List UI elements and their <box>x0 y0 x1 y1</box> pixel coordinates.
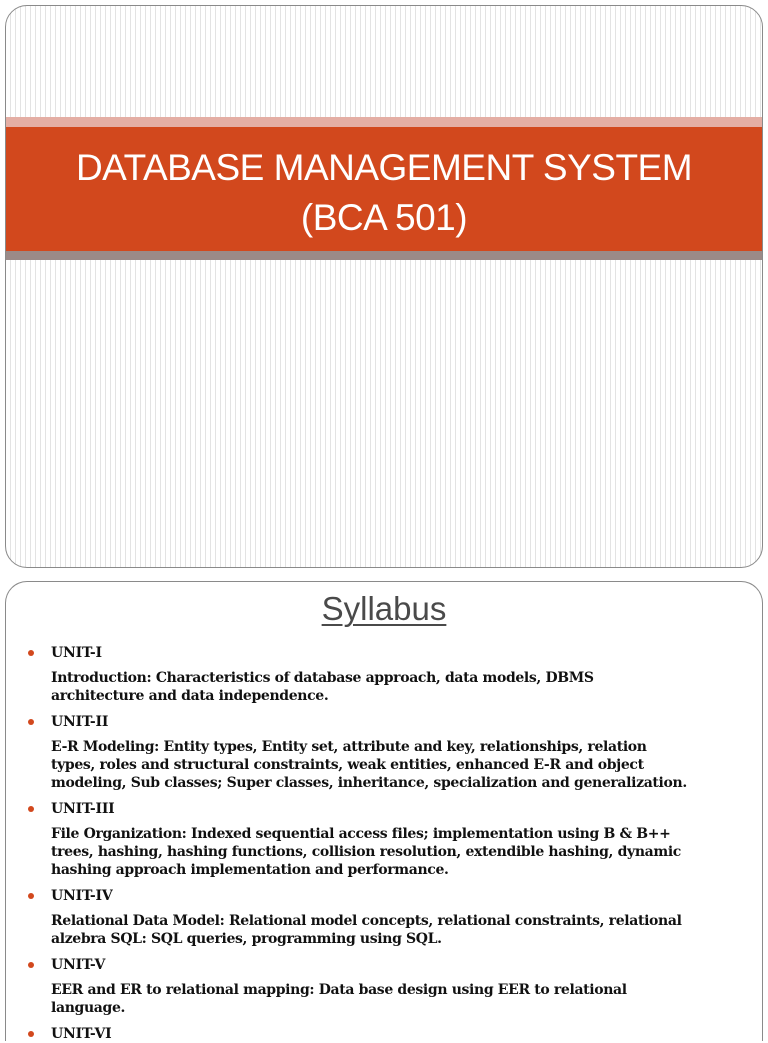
unit-description-line: architecture and data independence. <box>51 688 329 704</box>
unit-title-text: UNIT-III <box>51 801 115 817</box>
unit-title-text: UNIT-II <box>51 714 109 730</box>
unit-title <box>26 800 746 818</box>
bullet-dot-icon <box>28 650 34 656</box>
unit-title-text: UNIT-V <box>51 957 106 973</box>
title-band-bottom-stripe <box>6 251 762 260</box>
title-slide <box>5 5 763 568</box>
unit-description-line: E-R Modeling: Entity types, Entity set, attribute and key, relationships, relation <box>51 739 647 755</box>
unit-title <box>26 887 746 905</box>
unit-title-text: UNIT-IV <box>51 888 113 904</box>
unit-item <box>26 956 746 1017</box>
unit-description-line: hashing approach implementation and performance. <box>51 862 449 878</box>
unit-description-line: types, roles and structural constraints, weak entities, enhanced E-R and object <box>51 757 644 773</box>
unit-description-line: File Organization: Indexed sequential access files; implementation using B & B++ <box>51 826 671 842</box>
unit-description-line: Relational Data Model: Relational model concepts, relational constraints, relational <box>51 913 682 929</box>
unit-item <box>26 887 746 948</box>
slide-title-line-1: DATABASE MANAGEMENT SYSTEM <box>75 147 693 188</box>
title-band-top-stripe <box>6 117 762 127</box>
unit-list <box>26 644 746 1043</box>
unit-item <box>26 1025 746 1043</box>
unit-description <box>51 738 746 792</box>
bullet-dot-icon <box>28 893 34 899</box>
unit-description-line: EER and ER to relational mapping: Data base design using EER to relational <box>51 982 627 998</box>
unit-description <box>51 669 746 705</box>
bullet-dot-icon <box>28 719 34 725</box>
syllabus-heading: Syllabus <box>321 590 447 627</box>
unit-title <box>26 956 746 974</box>
bullet-dot-icon <box>28 962 34 968</box>
unit-description-line: trees, hashing, hashing functions, collision resolution, extendible hashing, dynamic <box>51 844 681 860</box>
unit-description <box>51 912 746 948</box>
unit-title <box>26 713 746 731</box>
unit-title-text: UNIT-I <box>51 645 102 661</box>
unit-item <box>26 800 746 879</box>
slide-title <box>6 143 762 243</box>
bullet-dot-icon <box>28 1031 34 1037</box>
slide-title-line-2: (BCA 501) <box>300 197 468 238</box>
syllabus-slide <box>5 581 763 1041</box>
unit-title <box>26 1025 746 1043</box>
unit-item <box>26 713 746 792</box>
unit-description-line: Introduction: Characteristics of database approach, data models, DBMS <box>51 670 594 686</box>
bullet-dot-icon <box>28 806 34 812</box>
unit-title-text: UNIT-VI <box>51 1026 112 1042</box>
unit-description <box>51 825 746 879</box>
unit-title <box>26 644 746 662</box>
unit-description-line: language. <box>51 1000 126 1016</box>
unit-description-line: modeling, Sub classes; Super classes, inheritance, specialization and generalization. <box>51 775 687 791</box>
unit-description <box>51 981 746 1017</box>
unit-item <box>26 644 746 705</box>
unit-description-line: alzebra SQL: SQL queries, programming using SQL. <box>51 931 442 947</box>
